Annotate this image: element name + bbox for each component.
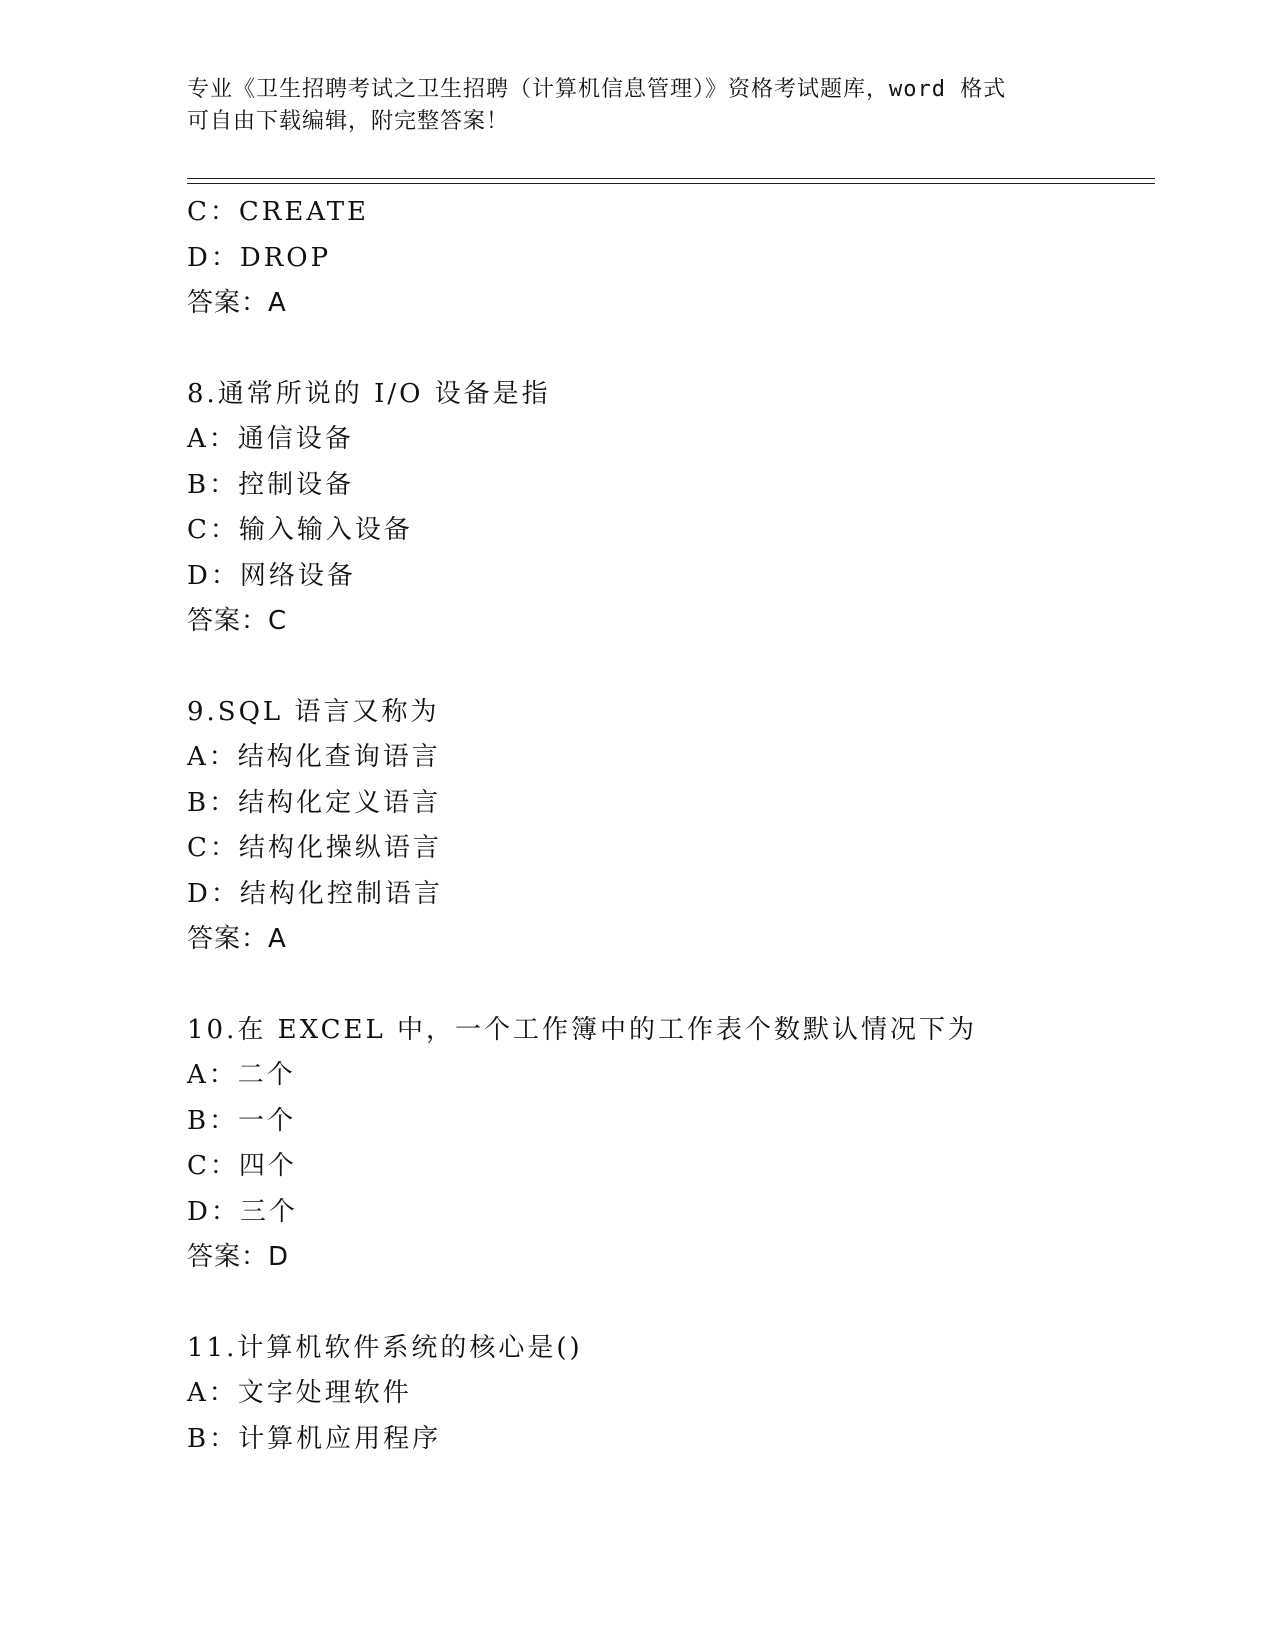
header-line-1: 专业《卫生招聘考试之卫生招聘（计算机信息管理）》资格考试题库，word 格式 bbox=[187, 77, 1007, 102]
spacer bbox=[187, 327, 1147, 372]
document-header bbox=[187, 74, 1087, 138]
option-a: A：结构化查询语言 bbox=[187, 742, 441, 772]
header-divider-bottom bbox=[187, 183, 1155, 184]
question-10-text: 10.在 EXCEL 中，一个工作簿中的工作表个数默认情况下为 bbox=[187, 1014, 978, 1045]
option-b: B：结构化定义语言 bbox=[187, 787, 442, 818]
option-a: A：通信设备 bbox=[187, 424, 354, 454]
option-c: C：输入输入设备 bbox=[187, 515, 413, 545]
option-b: B：一个 bbox=[187, 1105, 297, 1136]
option-b: B：计算机应用程序 bbox=[187, 1423, 442, 1454]
question-11-text: 11.计算机软件系统的核心是() bbox=[187, 1332, 583, 1363]
option-d: D：网络设备 bbox=[187, 560, 356, 591]
answer: 答案：D bbox=[187, 1242, 290, 1272]
option-a: A：文字处理软件 bbox=[187, 1378, 412, 1408]
option-a: A：二个 bbox=[187, 1060, 296, 1090]
option-c: C：CREATE bbox=[187, 197, 370, 227]
spacer bbox=[187, 645, 1147, 690]
header-divider-top bbox=[187, 178, 1155, 179]
option-d: D：DROP bbox=[187, 242, 332, 273]
option-c: C：四个 bbox=[187, 1151, 297, 1181]
option-b: B：控制设备 bbox=[187, 469, 355, 500]
answer: 答案：A bbox=[187, 924, 287, 954]
question-8-text: 8.通常所说的 I/O 设备是指 bbox=[187, 378, 551, 409]
option-d: D：三个 bbox=[187, 1196, 298, 1227]
spacer bbox=[187, 963, 1147, 1008]
question-9-text: 9.SQL 语言又称为 bbox=[187, 696, 440, 727]
question-list bbox=[187, 190, 1147, 1462]
spacer bbox=[187, 1281, 1147, 1326]
answer: 答案：C bbox=[187, 606, 288, 636]
answer: 答案：A bbox=[187, 288, 287, 318]
option-c: C：结构化操纵语言 bbox=[187, 833, 442, 863]
header-line-2: 可自由下载编辑，附完整答案！ bbox=[187, 109, 510, 134]
option-d: D：结构化控制语言 bbox=[187, 878, 443, 909]
